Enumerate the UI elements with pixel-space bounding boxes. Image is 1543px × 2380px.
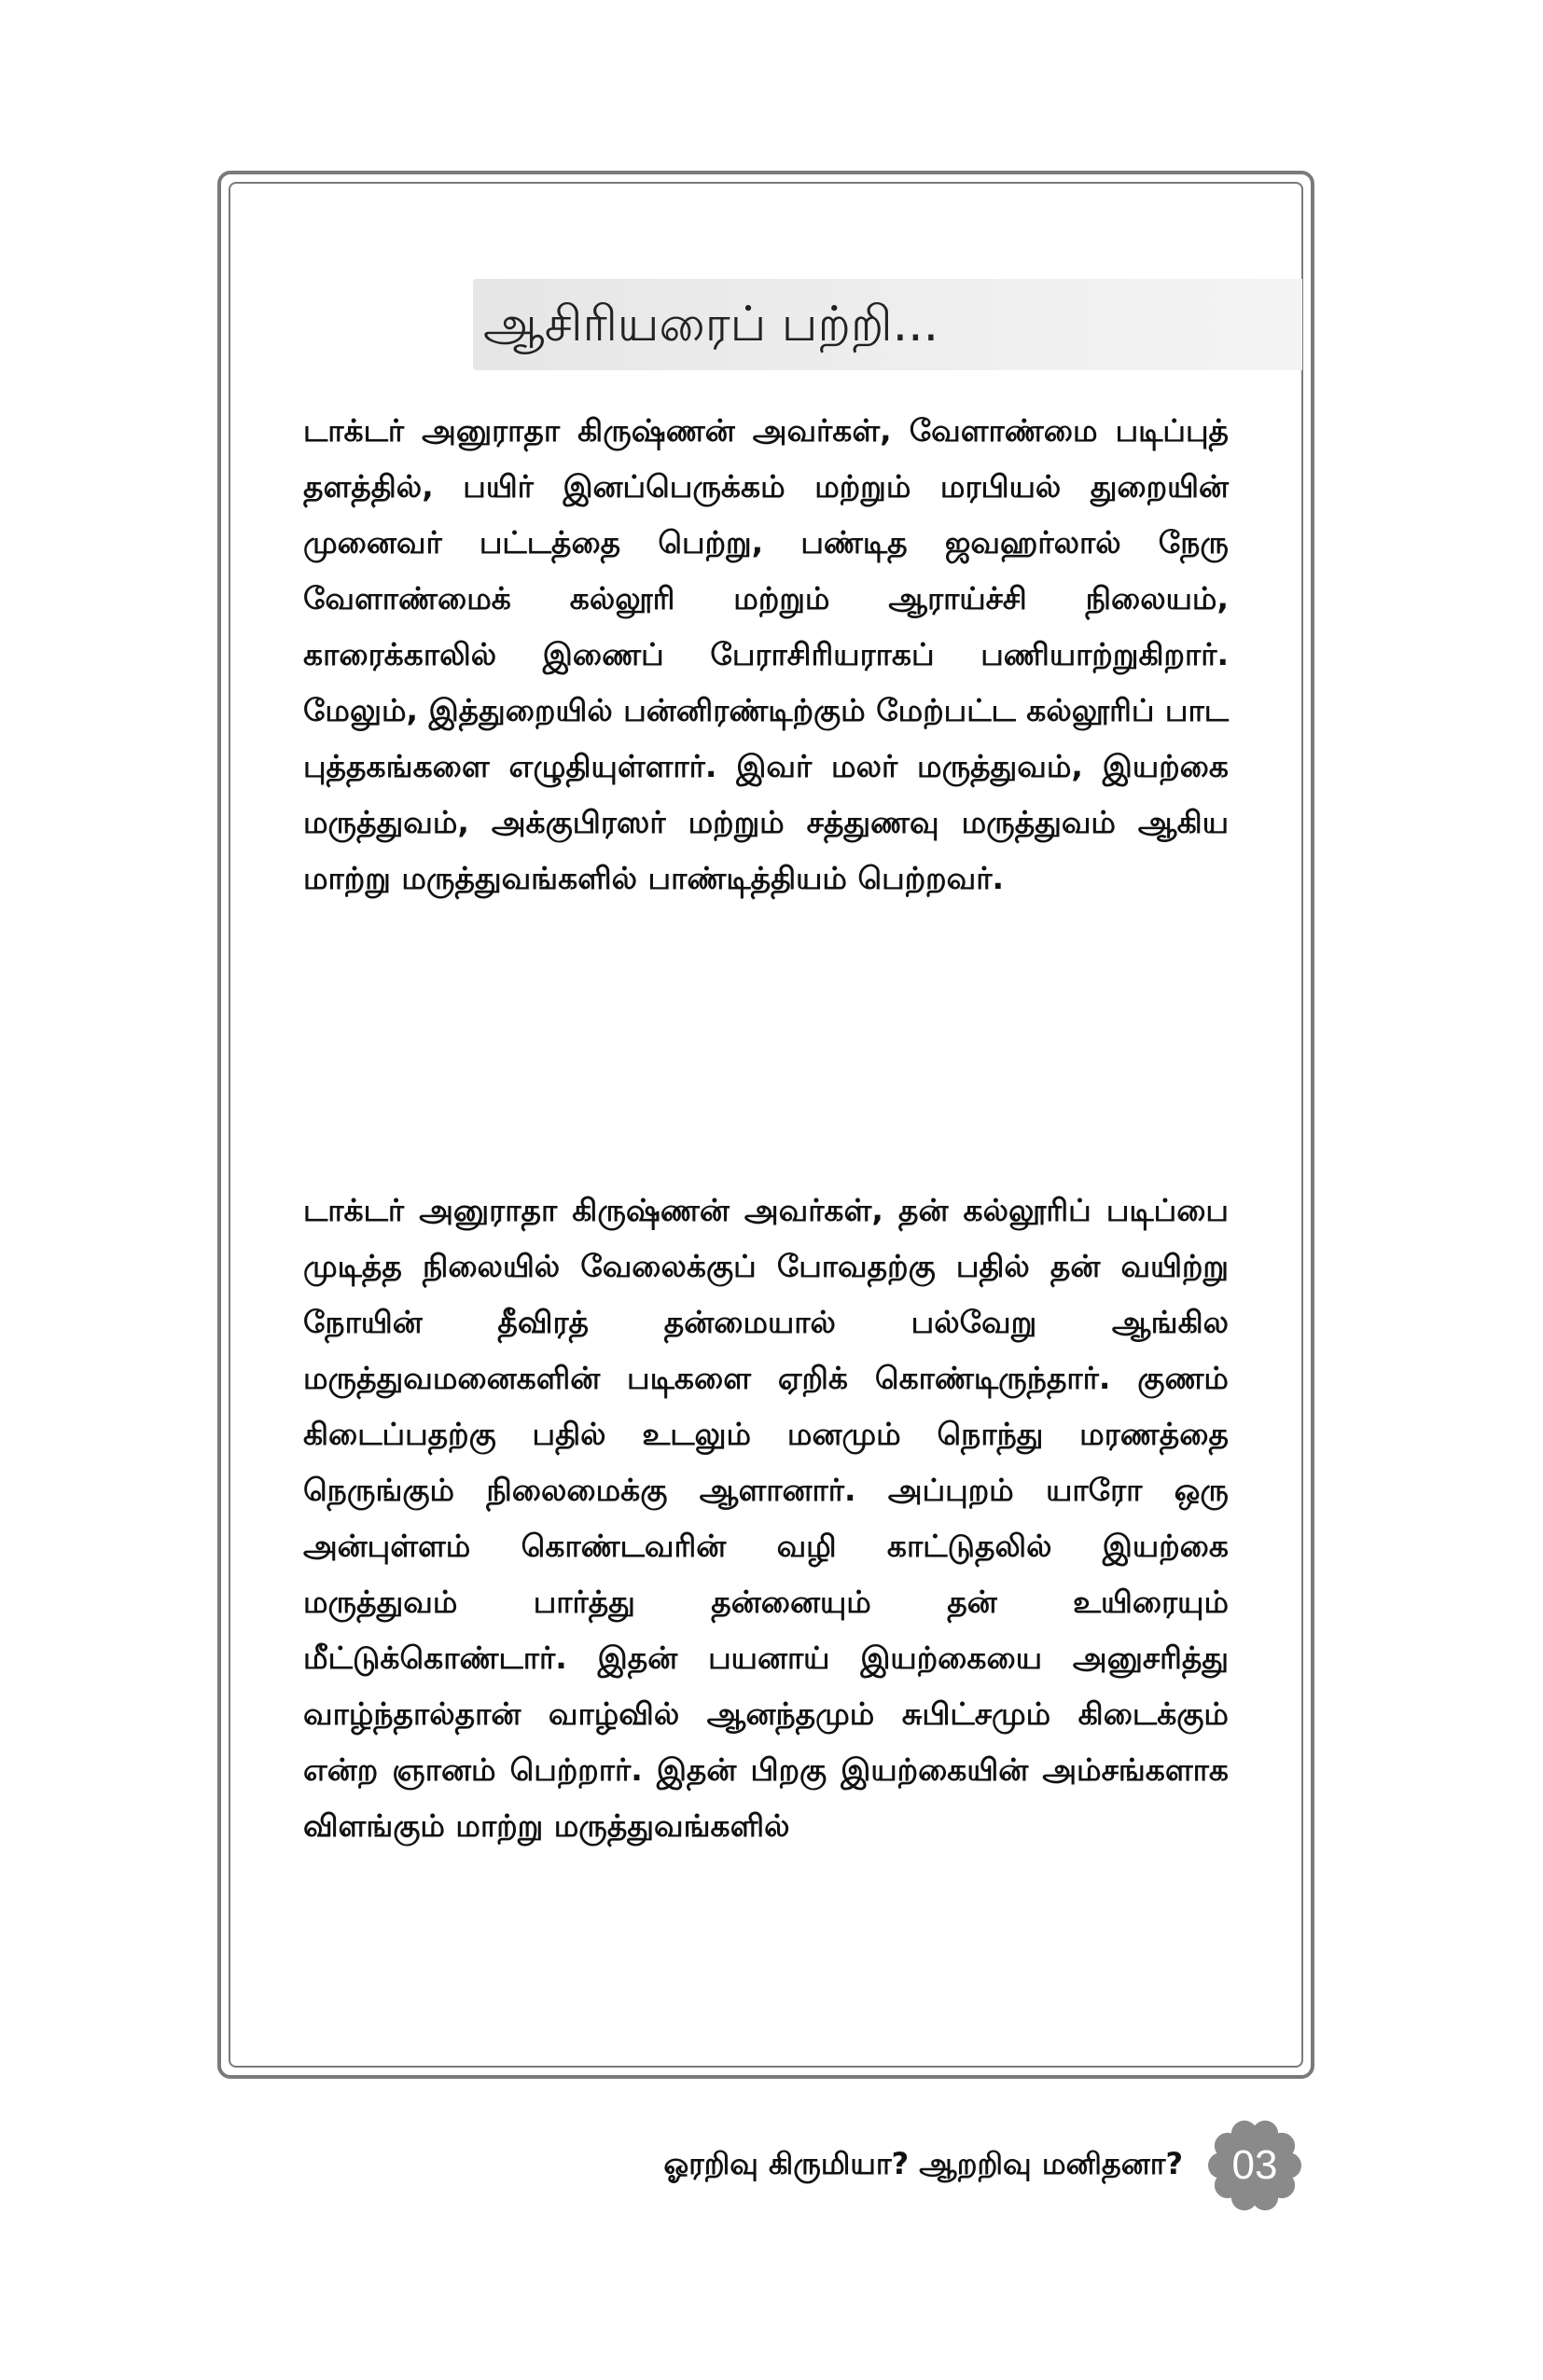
paragraph-1: டாக்டர் அனுராதா கிருஷ்ணன் அவர்கள், வேளாண்மை படிப்புத் தளத்தில், பயிர் இனப்பெருக்கம் மற்றும் மரபியல் துறையின் முனைவர் பட்டத்தை பெற்று, பண்டித ஜவஹர்லால் நேரு வேளாண்மைக் கல்லூரி மற்றும் ஆராய்ச்சி நிலையம், காரைக்காலில் இணைப் பேராசிரியராகப் பணியாற்றுகிறார். மேலும், இத்துறையில் பன்னிரண்டிற்கும் மேற்பட்ட கல்லூரிப் பாட புத்தகங்களை எழுதியுள்ளார். இவர் மலர் மருத்துவம், இயற்கை மருத்துவம், அக்குபிரஸர் மற்றும் சத்துணவு மருத்துவம் ஆகிய மாற்று மருத்துவங்களில் பாண்டித்தியம் பெற்றவர். [303,412,1229,896]
page-number: 03 [1231,2142,1278,2188]
paragraph-2: டாக்டர் அனுராதா கிருஷ்ணன் அவர்கள், தன் கல்லூரிப் படிப்பை முடித்த நிலையில் வேலைக்குப் போவதற்கு பதில் தன் வயிற்று நோயின் தீவிரத் தன்மையால் பல்வேறு ஆங்கில மருத்துவமனைகளின் படிகளை ஏறிக் கொண்டிருந்தார். குணம் கிடைப்பதற்கு பதில் உடலும் மனமும் நொந்து மரணத்தை நெருங்கும் நிலைமைக்கு ஆளானார். அப்புறம் யாரோ ஒரு அன்புள்ளம் கொண்டவரின் வழி காட்டுதலில் இயற்கை மருத்துவம் பார்த்து தன்னையும் தன் உயிரையும் மீட்டுக்கொண்டார். இதன் பயனாய் இயற்கையை அனுசரித்து வாழ்ந்தால்தான் வாழ்வில் ஆனந்தமும் சுபிட்சமும் கிடைக்கும் என்ற ஞானம் பெற்றார். இதன் பிறகு இயற்கையின் அம்சங்களாக விளங்கும் மாற்று மருத்துவங்களில் [303,1192,1229,1844]
section-heading: ஆசிரியரைப் பற்றி... [483,297,939,353]
running-footer-title: ஓரறிவு கிருமியா? ஆறறிவு மனிதனா? [663,2146,1183,2181]
page-number-badge [1207,2118,1302,2213]
